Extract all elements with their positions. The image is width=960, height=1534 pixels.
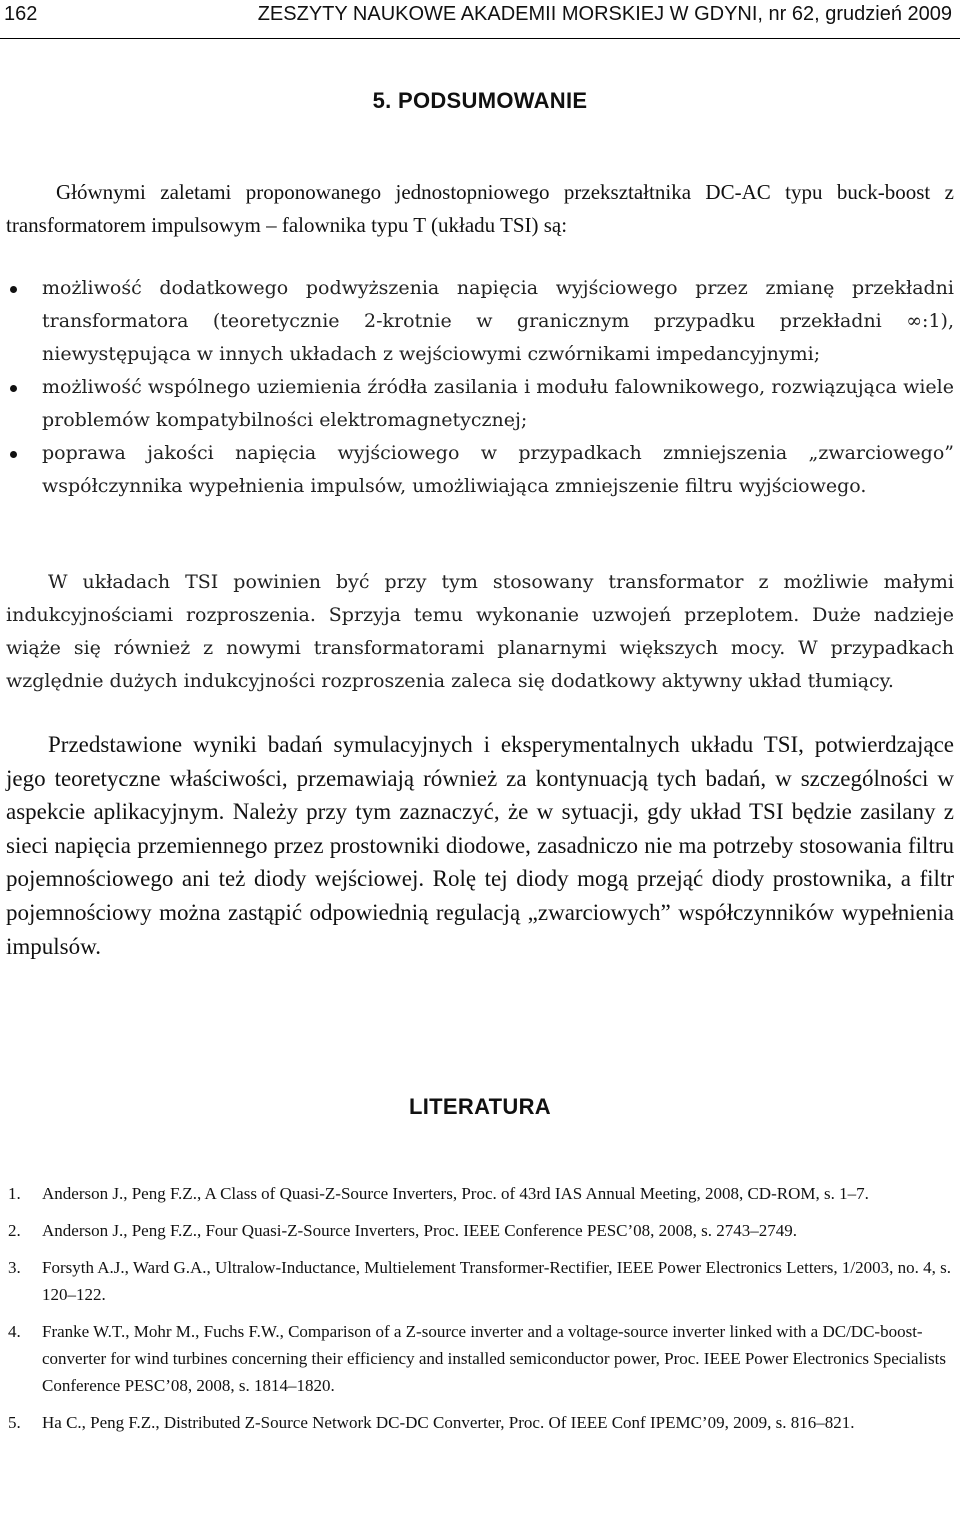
reference-text: Forsyth A.J., Ward G.A., Ultralow-Inductance, Multielement Transformer-Rectifier, IEEE Power Electronics Letters, 1/2003, no. 4, s. 120–122.	[42, 1258, 951, 1304]
reference-number: 2.	[8, 1221, 21, 1240]
reference-item	[0, 1180, 960, 1207]
section-title: 5. PODSUMOWANIE	[372, 88, 588, 113]
bullet-icon	[10, 286, 17, 293]
reference-item	[0, 1318, 960, 1399]
bullet-icon	[10, 451, 17, 458]
bullet-icon	[10, 385, 17, 392]
reference-text: Anderson J., Peng F.Z., A Class of Quasi-Z-Source Inverters, Proc. of 43rd IAS Annual Meeting, 2008, CD-ROM, s. 1–7.	[42, 1184, 869, 1203]
reference-item	[0, 1254, 960, 1308]
running-title: ZESZYTY NAUKOWE AKADEMII MORSKIEJ W GDYNI, nr 62, grudzień 2009	[257, 3, 952, 25]
reference-item	[0, 1409, 960, 1436]
reference-text: Anderson J., Peng F.Z., Four Quasi-Z-Source Inverters, Proc. IEEE Conference PESC’08, 2008, s. 2743–2749.	[42, 1221, 798, 1240]
intro-paragraph: Głównymi zaletami proponowanego jednostopniowego przekształtnika DC-AC typu buck-boost z transformatorem impulsowym – falownika typu T (układu TSI) są:	[6, 180, 954, 237]
reference-list	[0, 1180, 960, 1446]
list-item-text: możliwość dodatkowego podwyższenia napięcia wyjściowego przez zmianę przekładni transformatora (teoretycznie 2-krotnie w granicznym przypadku przekładni ∞:1), niewystępująca w innych układach z wejściowymi czwórnikami impedancyjnymi;	[42, 277, 954, 365]
reference-number: 4.	[8, 1322, 21, 1341]
reference-text: Franke W.T., Mohr M., Fuchs F.W., Comparison of a Z-source inverter and a voltage-source inverter linked with a DC/DC-boost-converter for wind turbines concerning their efficiency and installed semiconductor power, Proc. IEEE Power Electronics Specialists Conference PESC’08, 2008, s. 1814–1820.	[42, 1322, 946, 1395]
reference-number: 5.	[8, 1413, 21, 1432]
page-number: 162	[4, 3, 38, 25]
list-item	[0, 272, 954, 371]
reference-number: 3.	[8, 1258, 21, 1277]
reference-number: 1.	[8, 1184, 21, 1203]
list-item	[0, 437, 954, 503]
literature-title: LITERATURA	[409, 1094, 551, 1119]
reference-text: Ha C., Peng F.Z., Distributed Z-Source Network DC-DC Converter, Proc. Of IEEE Conf IPEMC’09, 2009, s. 816–821.	[42, 1413, 855, 1432]
list-item	[0, 371, 954, 437]
list-item-text: możliwość wspólnego uziemienia źródła zasilania i modułu falownikowego, rozwiązująca wiele problemów kompatybilności elektromagnetycznej;	[42, 376, 954, 431]
advantages-list	[0, 272, 954, 503]
page-header	[0, 0, 960, 39]
results-paragraph: Przedstawione wyniki badań symulacyjnych i eksperymentalnych układu TSI, potwierdzające jego teoretyczne właściwości, przemawiają również za kontynuacją tych badań, w szczególności w aspekcie aplikacyjnym. Należy przy tym zaznaczyć, że w sytuacji, gdy układ TSI będzie zasilany z sieci napięcia przemiennego przez prostowniki diodowe, zasadniczo nie ma potrzeby stosowania filtru pojemnościowego ani też diody wejściowej. Rolę tej diody mogą przejąć diody prostownika, a filtr pojemnościowy można zastąpić odpowiednią regulacją „zwarciowych” współczynników wypełnienia impulsów.	[6, 732, 954, 959]
tsi-paragraph: W układach TSI powinien być przy tym stosowany transformator z możliwie małymi indukcyjnościami rozproszenia. Sprzyja temu wykonanie uzwojeń przeplotem. Duże nadzieje wiąże się również z nowymi transformatorami planarnymi większych mocy. W przypadkach względnie dużych indukcyjności rozproszenia zaleca się dodatkowy aktywny układ tłumiący.	[6, 571, 954, 692]
list-item-text: poprawa jakości napięcia wyjściowego w przypadkach zmniejszenia „zwarciowego” współczynnika wypełnienia impulsów, umożliwiająca zmniejszenie filtru wyjściowego.	[42, 442, 954, 497]
reference-item	[0, 1217, 960, 1244]
